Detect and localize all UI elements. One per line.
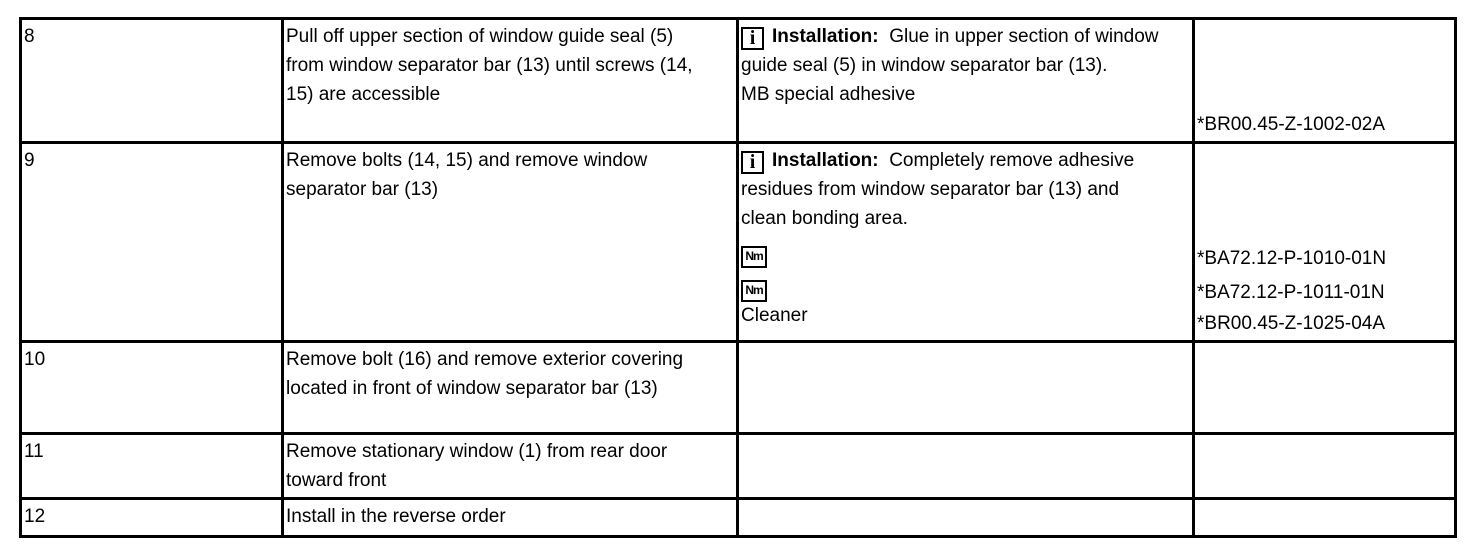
step-action: Pull off upper section of window guide seal (5) from window separator bar (13) until screws (14, 15) are accessible <box>283 19 738 143</box>
reference-link[interactable]: *BR00.45-Z-1025-04A <box>1197 313 1385 334</box>
table-row <box>21 143 1456 342</box>
step-action: Remove bolt (16) and remove exterior covering located in front of window separator bar (13) <box>283 342 738 434</box>
step-action: Install in the reverse order <box>283 499 738 537</box>
torque-nm-icon[interactable]: Nm <box>741 280 767 302</box>
step-note <box>738 19 1194 143</box>
step-action: Remove stationary window (1) from rear door toward front <box>283 434 738 499</box>
info-icon: i <box>741 27 764 50</box>
step-note <box>738 342 1194 434</box>
step-number: 8 <box>21 19 283 143</box>
reference-cell <box>1194 342 1456 434</box>
material-label: Cleaner <box>741 305 808 326</box>
step-number: 10 <box>21 342 283 434</box>
step-note <box>738 434 1194 499</box>
table-row <box>21 19 1456 143</box>
material-label: MB special adhesive <box>741 84 916 105</box>
table-row <box>21 342 1456 434</box>
torque-line <box>741 233 1190 268</box>
installation-note <box>741 22 1190 80</box>
installation-note <box>741 146 1190 233</box>
step-number: 12 <box>21 499 283 537</box>
reference-cell <box>1194 19 1456 143</box>
info-icon: i <box>741 151 764 174</box>
step-note <box>738 499 1194 537</box>
reference-cell <box>1194 434 1456 499</box>
reference-link[interactable]: *BA72.12-P-1010-01N <box>1197 248 1387 269</box>
installation-label: Installation: <box>772 26 879 47</box>
reference-link[interactable]: *BA72.12-P-1011-01N <box>1197 282 1385 303</box>
reference-cell <box>1194 499 1456 537</box>
step-note <box>738 143 1194 342</box>
table-row <box>21 434 1456 499</box>
step-action: Remove bolts (14, 15) and remove window separator bar (13) <box>283 143 738 342</box>
procedure-table <box>19 17 1457 538</box>
torque-line <box>741 268 1190 301</box>
installation-label: Installation: <box>772 150 879 171</box>
installation-text: Glue in upper section of window guide seal (5) in window separator bar (13). <box>741 26 1159 76</box>
torque-nm-icon[interactable]: Nm <box>741 246 767 268</box>
step-number: 11 <box>21 434 283 499</box>
installation-text: Completely remove adhesive residues from window separator bar (13) and clean bonding area. <box>741 150 1135 229</box>
reference-link[interactable]: *BR00.45-Z-1002-02A <box>1197 114 1385 135</box>
step-number: 9 <box>21 143 283 342</box>
reference-cell <box>1194 143 1456 342</box>
table-row <box>21 499 1456 537</box>
